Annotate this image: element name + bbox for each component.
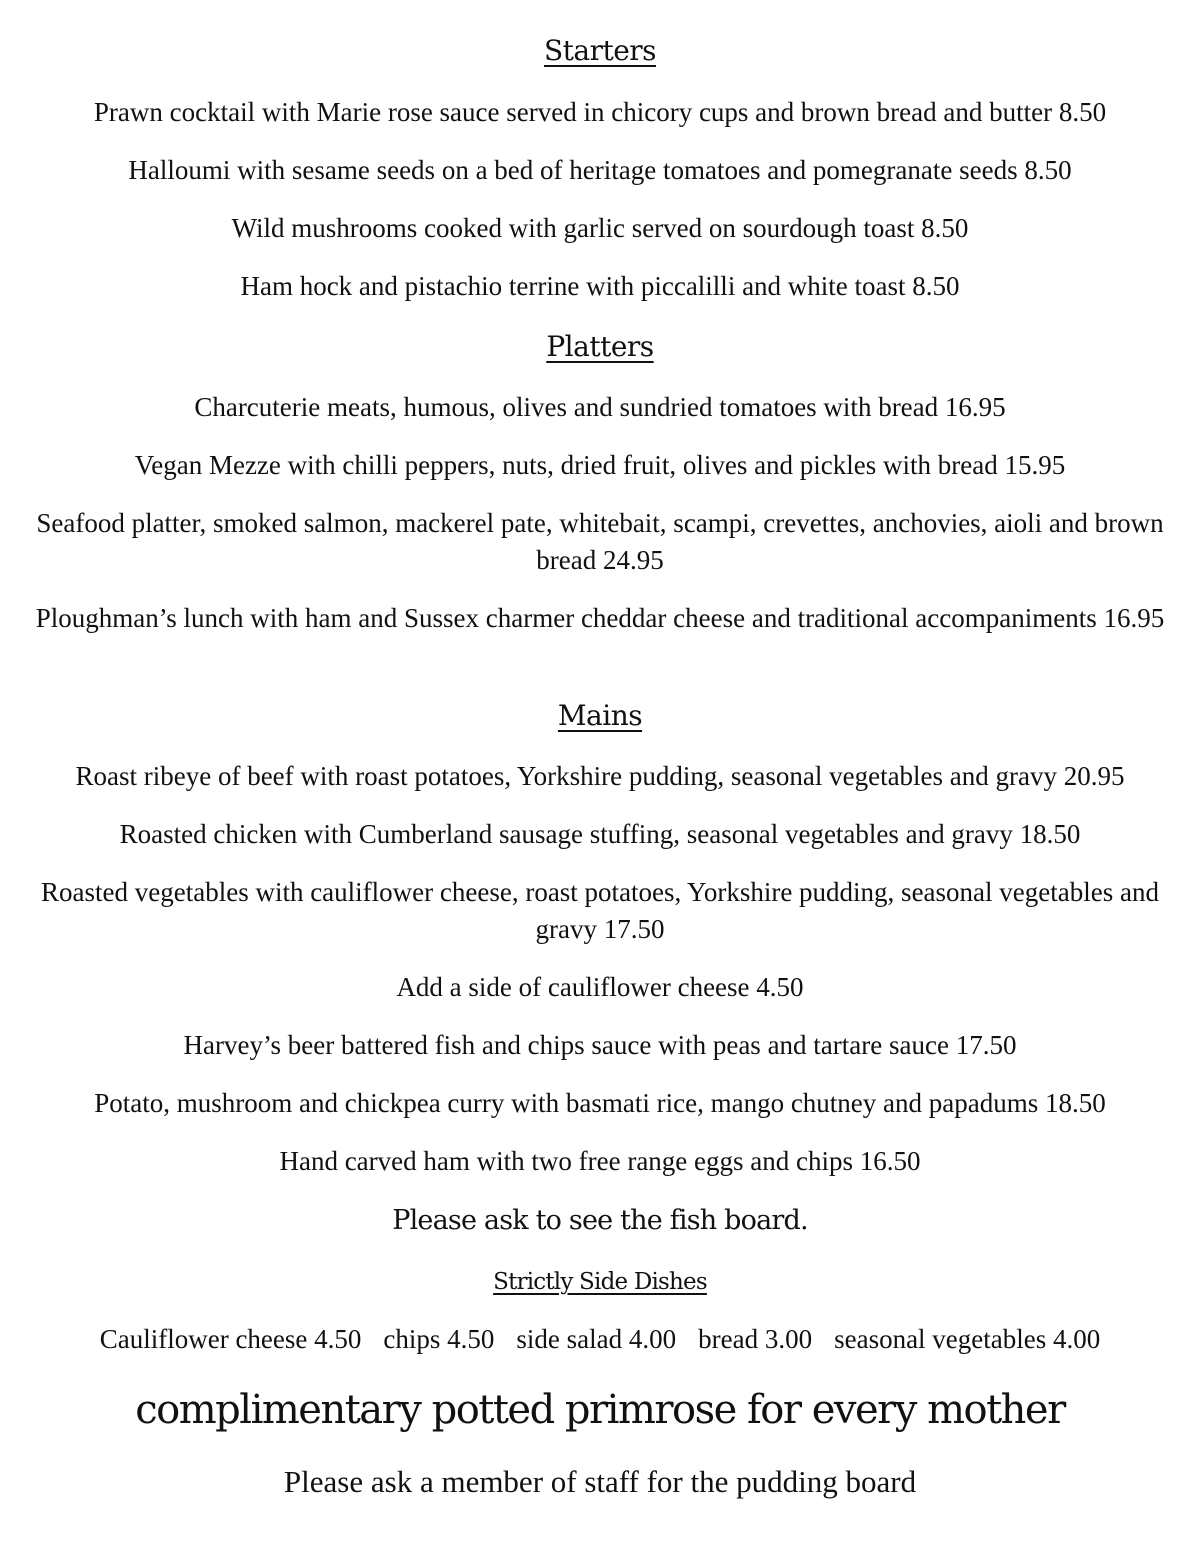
side-dishes-list bbox=[0, 1321, 1200, 1358]
starters-heading: Starters bbox=[543, 34, 657, 67]
menu-item-fish-and-chips: Harvey’s beer battered fish and chips sauce with peas and tartare sauce 17.50 bbox=[183, 1030, 1017, 1060]
menu-item-vegan-mezze: Vegan Mezze with chilli peppers, nuts, dried fruit, olives and pickles with bread 15.95 bbox=[134, 450, 1066, 480]
menu-item-ploughmans-lunch: Ploughman’s lunch with ham and Sussex charmer cheddar cheese and traditional accompaniments 16.95 bbox=[35, 603, 1165, 633]
mains-heading: Mains bbox=[557, 699, 643, 732]
menu-item-charcuterie: Charcuterie meats, humous, olives and sundried tomatoes with bread 16.95 bbox=[194, 392, 1006, 422]
menu-item-roasted-chicken: Roasted chicken with Cumberland sausage stuffing, seasonal vegetables and gravy 18.50 bbox=[119, 819, 1081, 849]
side-item-side-salad: side salad 4.00 bbox=[516, 1324, 677, 1354]
menu-item-chickpea-curry: Potato, mushroom and chickpea curry with basmati rice, mango chutney and papadums 18.50 bbox=[94, 1088, 1106, 1118]
menu-item-roasted-vegetables: Roasted vegetables with cauliflower cheese, roast potatoes, Yorkshire pudding, seasonal vegetables and gravy 17.50 bbox=[41, 877, 1159, 944]
side-item-seasonal-vegetables: seasonal vegetables 4.00 bbox=[834, 1324, 1101, 1354]
promotion-banner: complimentary potted primrose for every mother bbox=[135, 1387, 1065, 1433]
menu-item-hand-carved-ham: Hand carved ham with two free range eggs and chips 16.50 bbox=[279, 1146, 921, 1176]
fish-board-note: Please ask to see the fish board. bbox=[392, 1205, 808, 1236]
menu-item-ham-hock-terrine: Ham hock and pistachio terrine with piccalilli and white toast 8.50 bbox=[240, 271, 960, 301]
side-dishes-heading: Strictly Side Dishes bbox=[493, 1269, 707, 1295]
menu-item-prawn-cocktail: Prawn cocktail with Marie rose sauce served in chicory cups and brown bread and butter 8.50 bbox=[93, 97, 1107, 127]
platters-heading: Platters bbox=[546, 330, 654, 363]
menu-item-side-cauliflower-cheese: Add a side of cauliflower cheese 4.50 bbox=[396, 972, 804, 1002]
menu-item-halloumi: Halloumi with sesame seeds on a bed of heritage tomatoes and pomegranate seeds 8.50 bbox=[128, 155, 1072, 185]
menu-item-wild-mushrooms: Wild mushrooms cooked with garlic served on sourdough toast 8.50 bbox=[231, 213, 969, 243]
side-item-chips: chips 4.50 bbox=[383, 1324, 495, 1354]
side-item-cauliflower-cheese: Cauliflower cheese 4.50 bbox=[99, 1324, 362, 1354]
menu-item-seafood-platter: Seafood platter, smoked salmon, mackerel pate, whitebait, scampi, crevettes, anchovies, aioli and brown bread 24.95 bbox=[36, 508, 1164, 575]
side-item-bread: bread 3.00 bbox=[698, 1324, 813, 1354]
menu-item-roast-ribeye: Roast ribeye of beef with roast potatoes, Yorkshire pudding, seasonal vegetables and gravy 20.95 bbox=[75, 761, 1125, 791]
pudding-board-note: Please ask a member of staff for the pudding board bbox=[283, 1464, 917, 1499]
